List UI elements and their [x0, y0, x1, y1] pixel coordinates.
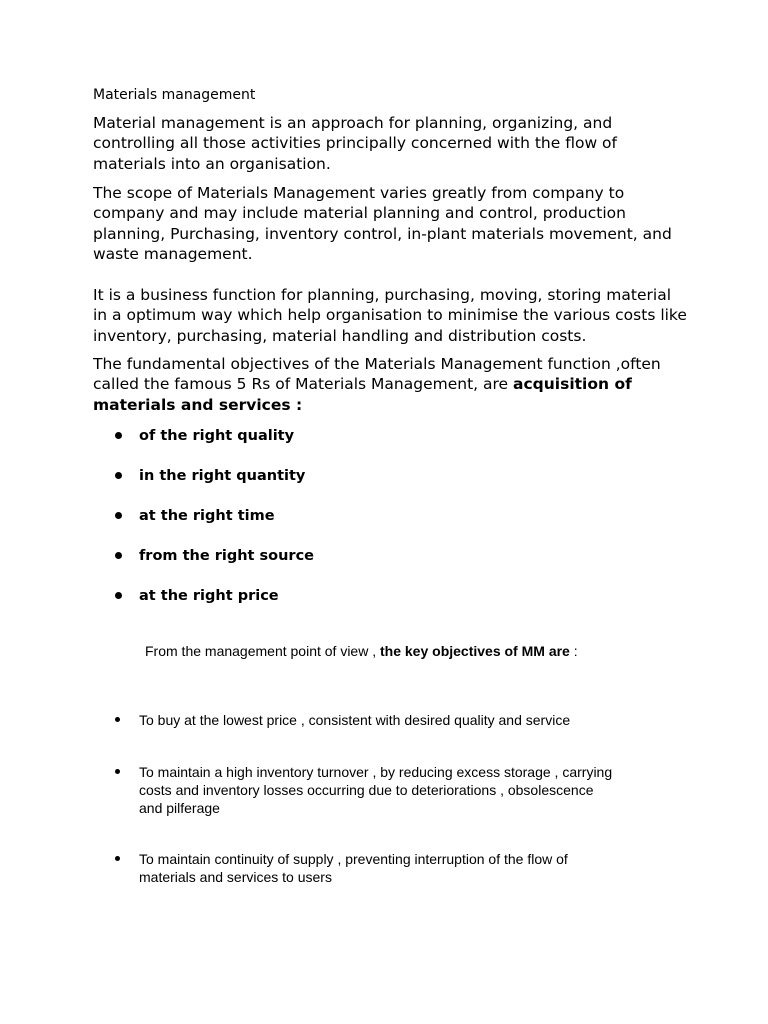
bullet-icon	[115, 512, 122, 519]
paragraph-bold-line: materials and services :	[93, 395, 303, 414]
list-item-text: in the right quantity	[139, 468, 306, 484]
bullet-icon	[115, 856, 120, 861]
bullet-icon	[115, 432, 122, 439]
bullet-icon	[115, 472, 122, 479]
paragraph-line: waste management.	[93, 245, 253, 264]
paragraph-line: controlling all those activities principally concerned with the flow of	[93, 134, 617, 153]
list-item-text: from the right source	[139, 548, 315, 564]
paragraph-line	[93, 374, 661, 394]
bullet-icon	[115, 592, 122, 599]
list-item-line: costs and inventory losses occurring due to deteriorations , obsolescence	[139, 782, 594, 798]
paragraph-objectives	[93, 354, 661, 415]
paragraph-line: Material management is an approach for planning, organizing, and	[93, 114, 613, 132]
list-item-text	[139, 711, 570, 729]
paragraph-line: planning, Purchasing, inventory control, in-plant materials movement, and	[93, 224, 672, 243]
paragraph-scope	[93, 183, 672, 265]
bullet-icon	[115, 552, 122, 559]
list-item-text	[139, 763, 612, 817]
list-item-line: To buy at the lowest price , consistent with desired quality and service	[139, 712, 571, 728]
list-item-line: To maintain a high inventory turnover , by reducing excess storage , carrying	[139, 764, 613, 780]
heading-text: From the management point of view ,	[145, 643, 380, 659]
paragraph-line: It is a business function for planning, purchasing, moving, storing material	[93, 286, 672, 304]
paragraph-line: inventory, purchasing, material handling and distribution costs.	[93, 326, 587, 345]
paragraph-line: The scope of Materials Management varies greatly from company to	[93, 184, 625, 202]
paragraph-line: materials into an organisation.	[93, 154, 331, 173]
list-item-line: and pilferage	[139, 800, 220, 816]
heading-bold-text: the key objectives of MM are	[380, 643, 570, 659]
list-item-text	[139, 850, 568, 886]
document-title: Materials management	[93, 87, 256, 103]
paragraph-bold-text: acquisition of	[513, 375, 632, 394]
paragraph-line: The fundamental objectives of the Materials Management function ,often	[93, 355, 661, 373]
paragraph-line: in a optimum way which help organisation to minimise the various costs like	[93, 306, 687, 325]
paragraph-line: company and may include material planning and control, production	[93, 204, 626, 223]
bullet-icon	[115, 717, 120, 722]
management-view-heading	[145, 642, 578, 660]
list-item-text: at the right time	[139, 508, 275, 524]
paragraph-definition	[93, 113, 617, 174]
list-item-line: To maintain continuity of supply , preventing interruption of the flow of	[139, 851, 568, 867]
list-item-text: at the right price	[139, 588, 279, 604]
heading-text: :	[569, 643, 578, 659]
paragraph-business-function	[93, 285, 687, 346]
list-item-text: of the right quality	[139, 428, 295, 444]
paragraph-text: called the famous 5 Rs of Materials Management, are	[93, 375, 514, 394]
bullet-icon	[115, 769, 120, 774]
list-item-line: materials and services to users	[139, 869, 332, 885]
